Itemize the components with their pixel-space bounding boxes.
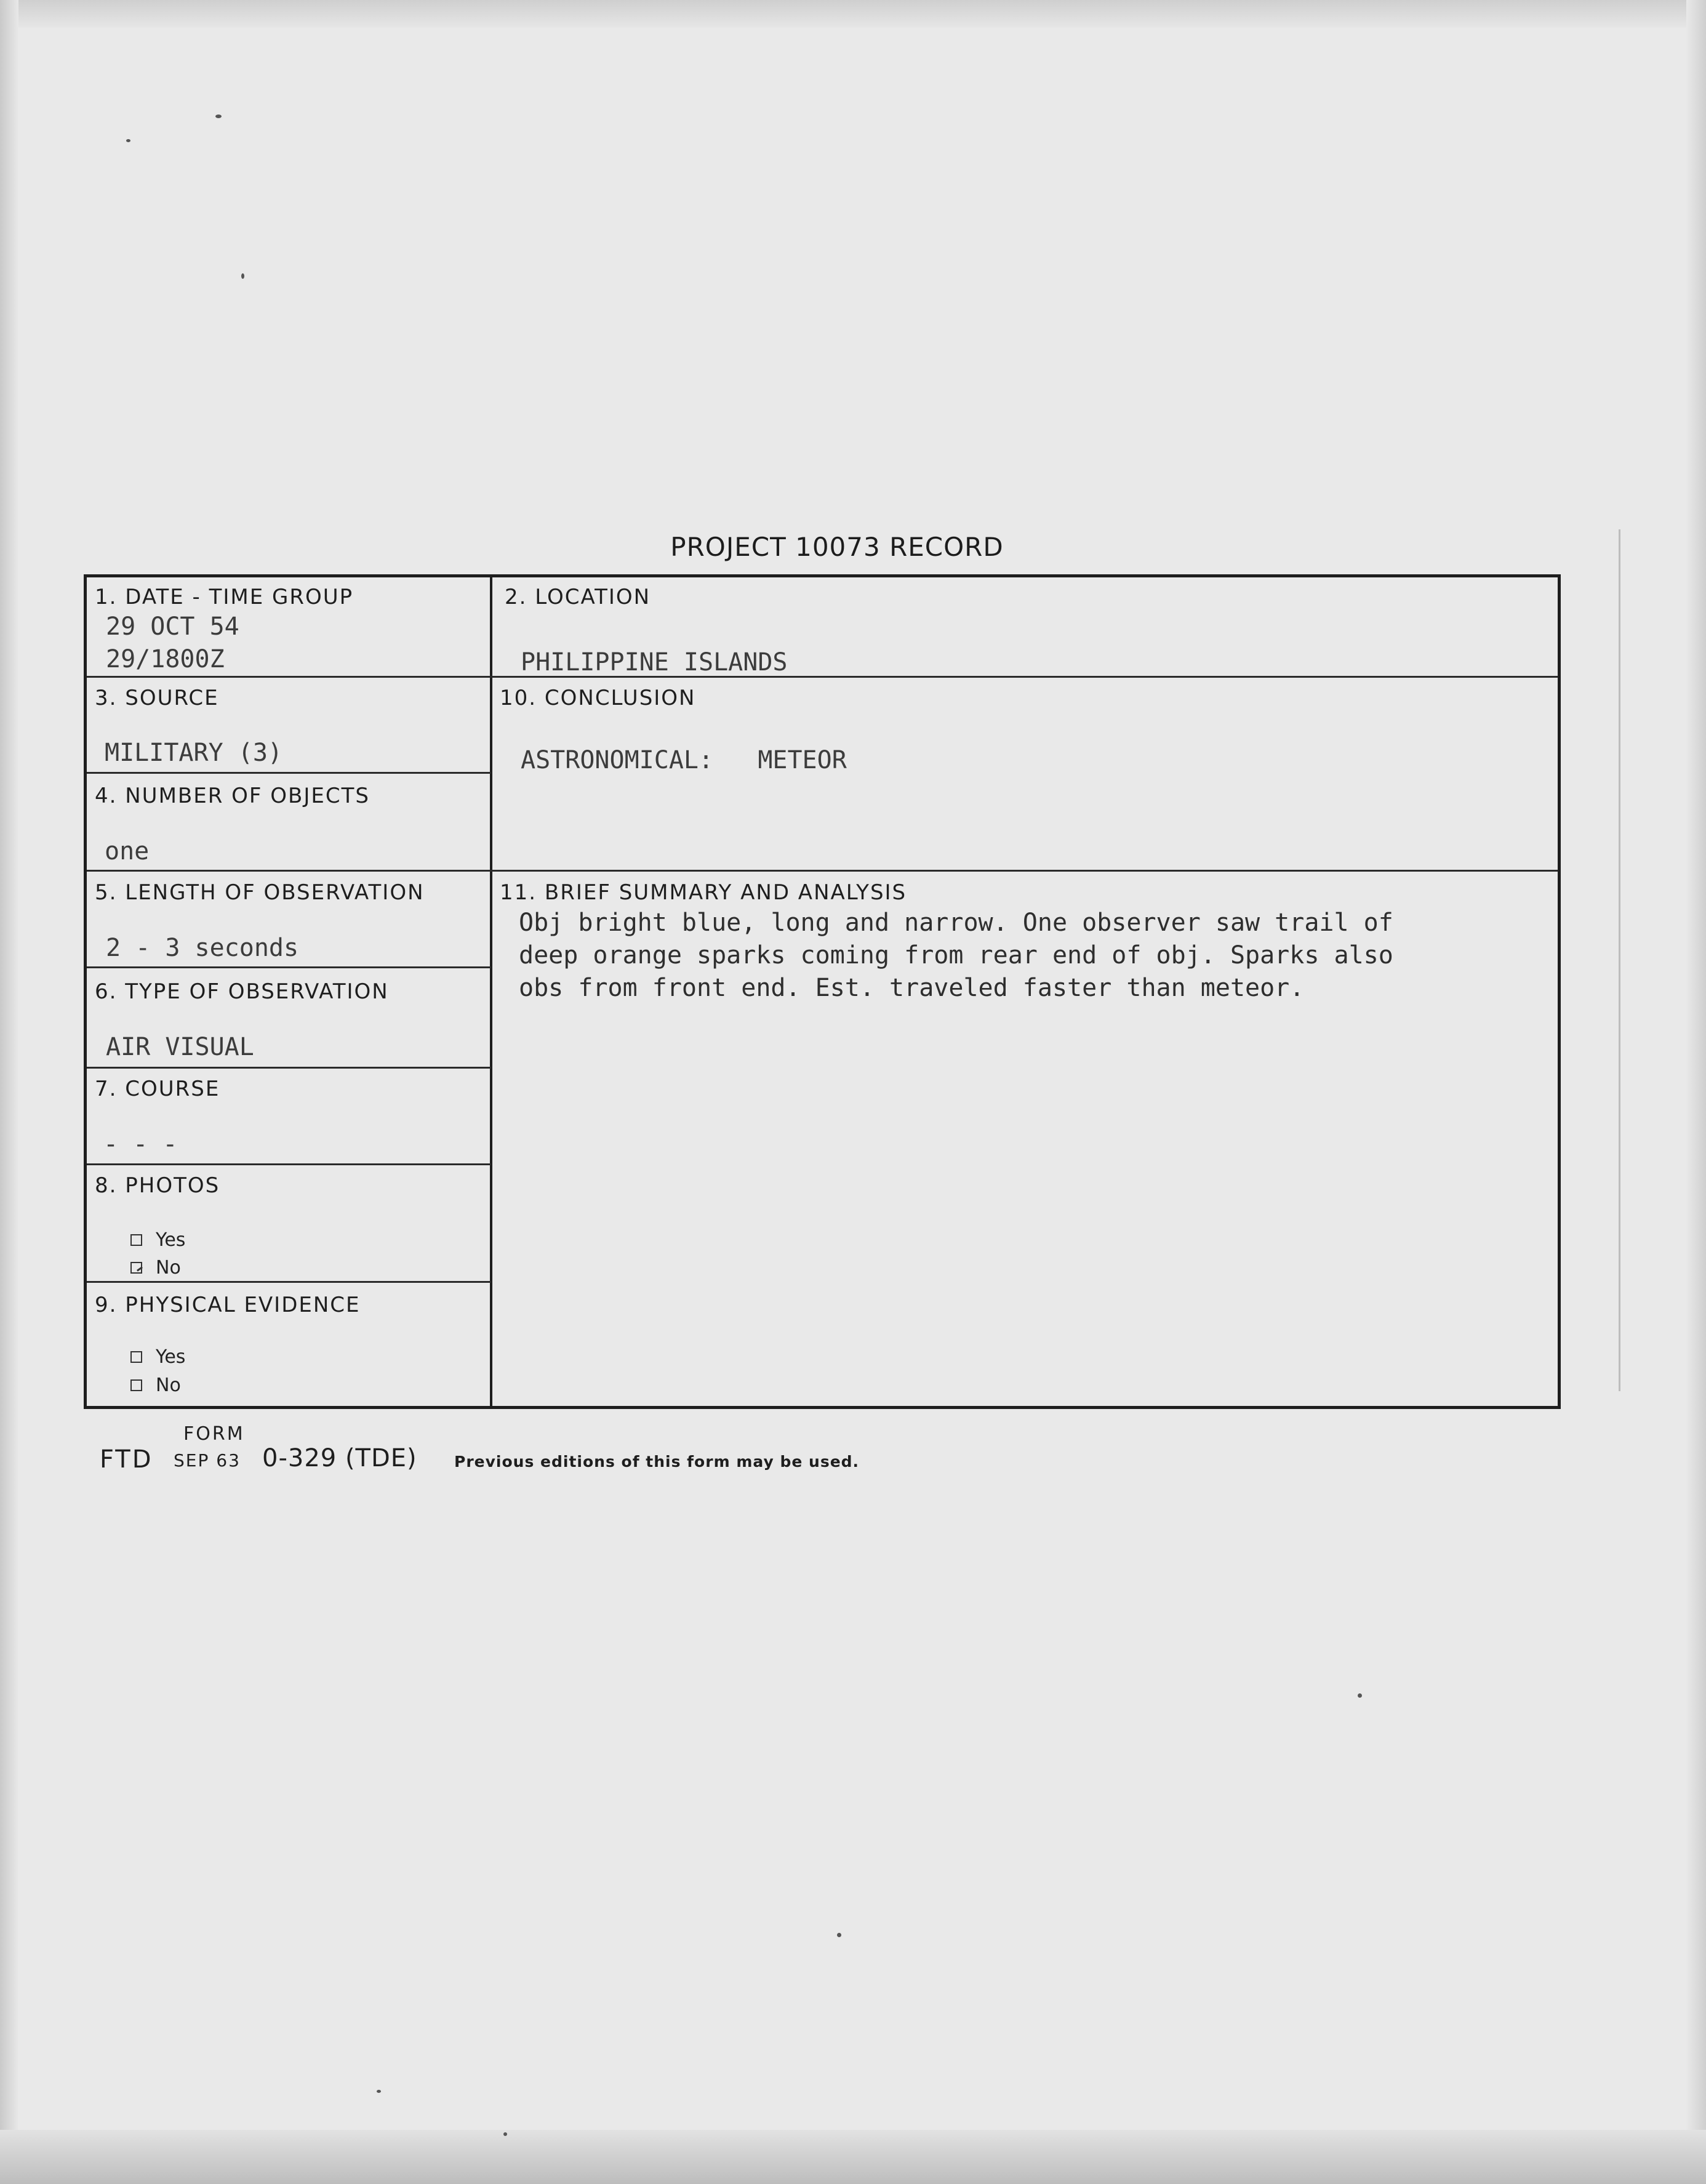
paper-fold-line: [1619, 529, 1620, 1391]
date-value: 29 OCT 54: [106, 612, 239, 641]
physical-evidence-yes-checkbox[interactable]: [130, 1351, 142, 1363]
summary-line: Obj bright blue, long and narrow. One observer saw trail of: [519, 909, 1393, 937]
row-divider: [87, 1163, 491, 1165]
course-label: 7. COURSE: [95, 1077, 220, 1101]
source-value: MILITARY (3): [105, 739, 282, 767]
dust-speck: [837, 1933, 841, 1937]
length-of-observation-label: 5. LENGTH OF OBSERVATION: [95, 880, 425, 905]
number-of-objects-label: 4. NUMBER OF OBJECTS: [95, 784, 370, 808]
physical-evidence-yes-text: Yes: [156, 1346, 186, 1368]
row-divider: [87, 676, 1558, 678]
physical-evidence-no-text: No: [156, 1375, 181, 1396]
conclusion-value: ASTRONOMICAL: METEOR: [521, 746, 847, 774]
form-title: PROJECT 10073 RECORD: [670, 532, 1004, 562]
row-divider: [87, 870, 1558, 872]
summary-text: [519, 907, 1528, 1005]
photos-no-checkbox[interactable]: [130, 1262, 142, 1274]
scan-edge-top: [0, 0, 1706, 28]
scan-edge-right: [1686, 0, 1706, 2184]
summary-label: 11. BRIEF SUMMARY AND ANALYSIS: [500, 880, 907, 905]
footer-date: SEP 63: [174, 1450, 241, 1471]
row-divider: [87, 966, 491, 968]
dust-speck: [1358, 1693, 1362, 1698]
location-value: PHILIPPINE ISLANDS: [521, 648, 788, 676]
footer-note: Previous editions of this form may be used.: [454, 1453, 860, 1471]
dust-speck: [126, 139, 130, 142]
row-divider: [87, 1067, 491, 1069]
row-divider: [87, 1281, 491, 1283]
scan-edge-left: [0, 0, 18, 2184]
type-of-observation-value: AIR VISUAL: [106, 1033, 254, 1061]
number-of-objects-value: one: [105, 837, 150, 865]
date-time-group-label: 1. DATE - TIME GROUP: [95, 585, 354, 609]
column-divider: [490, 574, 492, 1409]
physical-evidence-no-checkbox[interactable]: [130, 1379, 142, 1391]
physical-evidence-yes-option[interactable]: [130, 1346, 185, 1368]
dust-speck: [503, 2132, 507, 2136]
photos-no-text: No: [156, 1257, 181, 1279]
location-label: 2. LOCATION: [505, 585, 651, 609]
course-value: - - -: [103, 1130, 178, 1158]
photos-label: 8. PHOTOS: [95, 1173, 220, 1198]
photos-yes-checkbox[interactable]: [130, 1234, 142, 1246]
length-of-observation-value: 2 - 3 seconds: [106, 934, 299, 962]
summary-line: deep orange sparks coming from rear end of obj. Sparks also: [519, 941, 1393, 970]
source-label: 3. SOURCE: [95, 686, 219, 710]
dust-speck: [215, 114, 222, 118]
summary-line: obs from front end. Est. traveled faster than meteor.: [519, 974, 1305, 1002]
footer-form-word: FORM: [183, 1423, 245, 1445]
conclusion-label: 10. CONCLUSION: [500, 686, 696, 710]
physical-evidence-label: 9. PHYSICAL EVIDENCE: [95, 1293, 361, 1317]
row-divider: [87, 772, 491, 774]
photos-yes-text: Yes: [156, 1229, 186, 1251]
time-value: 29/1800Z: [106, 645, 225, 673]
footer-ftd: FTD: [100, 1445, 153, 1474]
physical-evidence-no-option[interactable]: [130, 1375, 181, 1396]
photos-no-option[interactable]: [130, 1257, 181, 1279]
type-of-observation-label: 6. TYPE OF OBSERVATION: [95, 979, 389, 1004]
footer-form-number: 0-329 (TDE): [262, 1444, 417, 1472]
dust-speck: [377, 2090, 381, 2093]
photos-yes-option[interactable]: [130, 1229, 185, 1251]
dust-speck: [241, 273, 244, 279]
scan-edge-bottom: [0, 2130, 1706, 2184]
